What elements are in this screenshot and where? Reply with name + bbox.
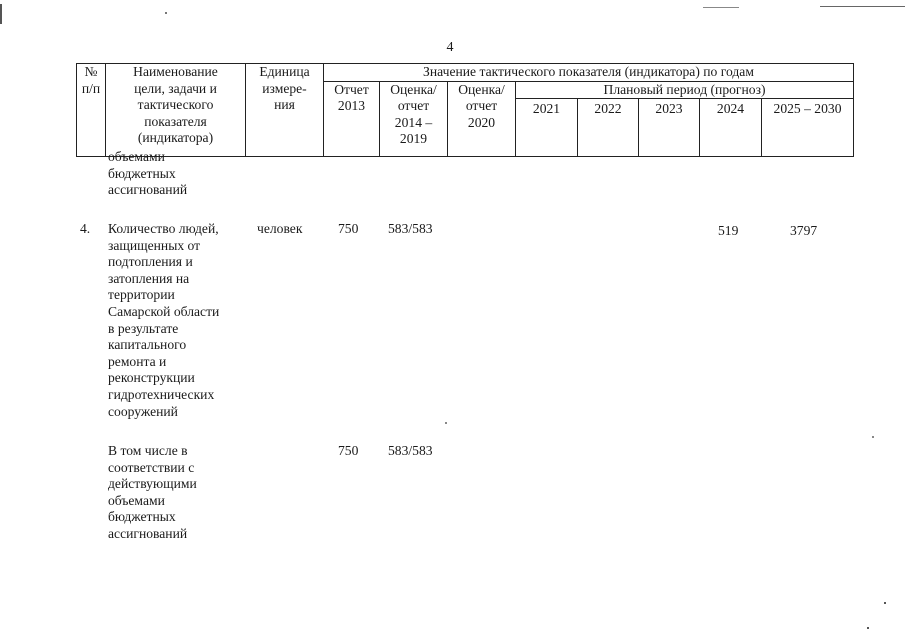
header-number: № п/п	[77, 64, 106, 157]
header-estimate-2020: Оценка/ отчет 2020	[448, 81, 516, 157]
header-year-2022: 2022	[578, 99, 639, 157]
scan-artifact	[820, 6, 905, 7]
row4-2024: 519	[718, 223, 739, 238]
scan-speck	[867, 627, 869, 629]
header-estimate-2014-2019: Оценка/ отчет 2014 – 2019	[380, 81, 448, 157]
row4-2025-2030: 3797	[790, 223, 818, 238]
row4-unit: человек	[257, 221, 303, 236]
row4-sub-name: В том числе в соответствии с действующими объемами бюджетных ассигнований	[108, 443, 197, 541]
scan-edge-mark	[0, 4, 2, 24]
header-report-2013: Отчет 2013	[324, 81, 380, 157]
row4-report-2013: 750	[338, 221, 359, 236]
row4-sub-report-2013: 750	[338, 443, 359, 458]
scan-speck	[872, 436, 874, 438]
row4-sub-estimate-2014-2019: 583/583	[388, 443, 433, 458]
row4-name: Количество людей, защищенных от подтопления и затопления на территории Самарской области в результате капитального ремонта и реконструкции гидротехнических сооружений	[108, 221, 220, 419]
scan-speck	[165, 12, 167, 14]
header-plan-period: Плановый период (прогноз)	[516, 81, 854, 99]
continuation-row-name: объемами бюджетных ассигнований	[108, 149, 188, 198]
page-number: 4	[446, 40, 454, 55]
indicator-table-header	[76, 63, 854, 157]
header-name: Наименование цели, задачи и тактического показателя (индикатора)	[106, 64, 246, 157]
row4-estimate-2014-2019: 583/583	[388, 221, 433, 236]
row4-number: 4.	[80, 221, 91, 236]
header-year-2023: 2023	[639, 99, 700, 157]
scan-artifact	[703, 7, 739, 8]
header-year-2025-2030: 2025 – 2030	[762, 99, 854, 157]
scan-speck	[884, 602, 886, 604]
header-year-2024: 2024	[700, 99, 762, 157]
header-unit: Единица измере- ния	[246, 64, 324, 157]
scan-speck	[445, 422, 447, 424]
header-year-2021: 2021	[516, 99, 578, 157]
header-values-group: Значение тактического показателя (индикатора) по годам	[324, 64, 854, 82]
